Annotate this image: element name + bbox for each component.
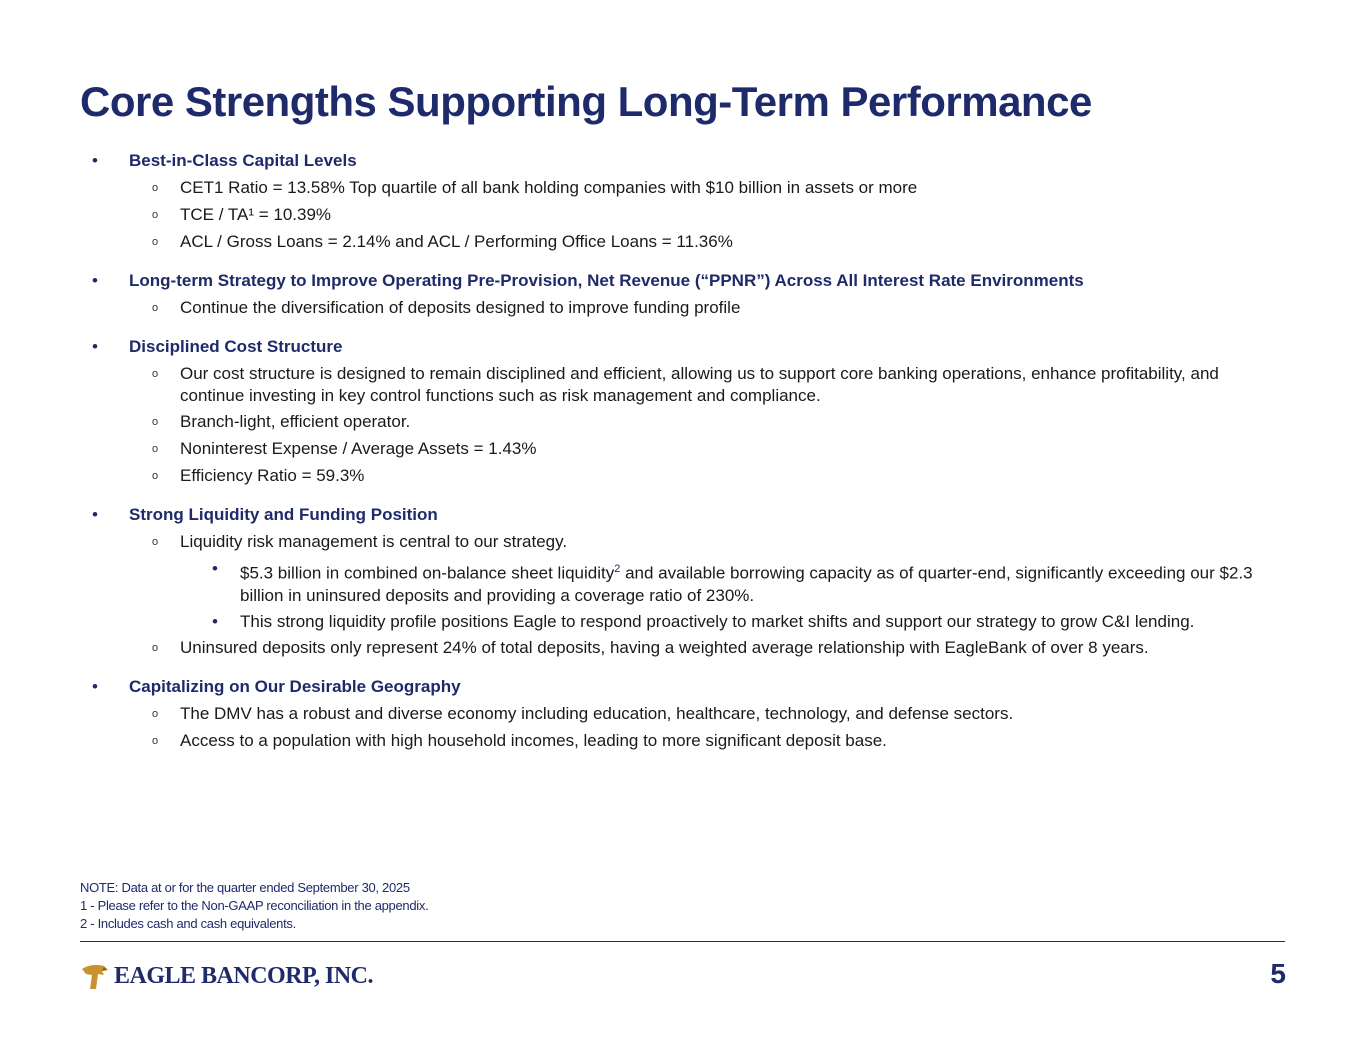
bullet-icon: • <box>92 151 98 170</box>
circle-bullet-icon: o <box>152 368 159 380</box>
list-item: o Branch-light, efficient operator. <box>152 411 1280 434</box>
circle-bullet-icon: o <box>152 302 159 314</box>
footnote-note: NOTE: Data at or for the quarter ended September 30, 2025 <box>80 880 410 895</box>
list-item: o Access to a population with high household incomes, leading to more significant deposit base. <box>152 730 1280 753</box>
section-heading: Capitalizing on Our Desirable Geography <box>129 676 461 696</box>
section-heading: Strong Liquidity and Funding Position <box>129 505 438 524</box>
bullet-icon: • <box>212 611 218 631</box>
bullet-icon: • <box>92 676 98 696</box>
page-title: Core Strengths Supporting Long-Term Performance <box>80 78 1092 125</box>
section-heading: Long-term Strategy to Improve Operating Pre-Provision, Net Revenue (“PPNR”) Across All Interest Rate Environments <box>129 271 1084 290</box>
circle-bullet-icon: o <box>152 707 159 720</box>
section-geography <box>80 676 1280 753</box>
eagle-icon <box>80 961 110 991</box>
footnote-2: 2 - Includes cash and cash equivalents. <box>80 916 296 931</box>
list-item: o TCE / TA¹ = 10.39% <box>152 204 1280 227</box>
footer-divider <box>80 941 1285 942</box>
company-logo <box>80 960 373 992</box>
bullet-icon: • <box>92 505 98 524</box>
list-item: o Noninterest Expense / Average Assets = 1.43% <box>152 438 1280 461</box>
bullet-icon: • <box>92 337 98 356</box>
section-capital <box>80 150 1280 254</box>
list-item: o Continue the diversification of deposits designed to improve funding profile <box>152 297 1280 320</box>
list-item: o Uninsured deposits only represent 24% of total deposits, having a weighted average relationship with EagleBank of over 8 years. <box>152 637 1280 660</box>
circle-bullet-icon: o <box>152 734 159 747</box>
bullet-icon: • <box>212 559 218 578</box>
page-number: 5 <box>1270 958 1286 989</box>
list-item: o Our cost structure is designed to remain disciplined and efficient, allowing us to support core banking operations, enhance profitability, and continue investing in key control functions such as risk management and compliance. <box>152 364 1219 405</box>
list-item: o CET1 Ratio = 13.58% Top quartile of all bank holding companies with $10 billion in assets or more <box>152 177 1280 200</box>
section-cost <box>80 336 1280 488</box>
footnotes <box>80 879 428 933</box>
section-heading: Disciplined Cost Structure <box>129 337 343 356</box>
circle-bullet-icon: o <box>152 470 159 482</box>
circle-bullet-icon: o <box>152 536 159 548</box>
logo-text: EAGLE BANCORP, INC. <box>114 962 373 989</box>
circle-bullet-icon: o <box>152 236 159 248</box>
nested-list-item: • $5.3 billion in combined on-balance sheet liquidity$^2$ and available borrowing capacity as of quarter-end, significantly exceeding our $2.3 billion in uninsured deposits and providing a coverage ratio of 230%. <box>212 559 1253 605</box>
list-item: o ACL / Gross Loans = 2.14% and ACL / Performing Office Loans = 11.36% <box>152 231 1280 254</box>
footnote-1: 1 - Please refer to the Non-GAAP reconciliation in the appendix. <box>80 898 429 913</box>
bullet-icon: • <box>92 271 98 290</box>
circle-bullet-icon: o <box>152 182 159 194</box>
circle-bullet-icon: o <box>152 416 159 428</box>
circle-bullet-icon: o <box>152 641 159 654</box>
list-item: o Efficiency Ratio = 59.3% <box>152 465 1280 488</box>
nested-list-item: • This strong liquidity profile positions Eagle to respond proactively to market shifts and support our strategy to grow C&I lending. <box>212 611 1195 631</box>
footnote-marker: 2 <box>614 563 621 575</box>
section-strategy <box>80 270 1280 320</box>
circle-bullet-icon: o <box>152 209 159 221</box>
section-liquidity <box>80 504 1280 660</box>
list-item: o The DMV has a robust and diverse economy including education, healthcare, technology, and defense sectors. <box>152 703 1280 726</box>
circle-bullet-icon: o <box>152 443 159 455</box>
content-list <box>80 150 1280 769</box>
section-heading: Best-in-Class Capital Levels <box>129 151 357 170</box>
list-item: o Liquidity risk management is central to our strategy. <box>152 531 1280 554</box>
